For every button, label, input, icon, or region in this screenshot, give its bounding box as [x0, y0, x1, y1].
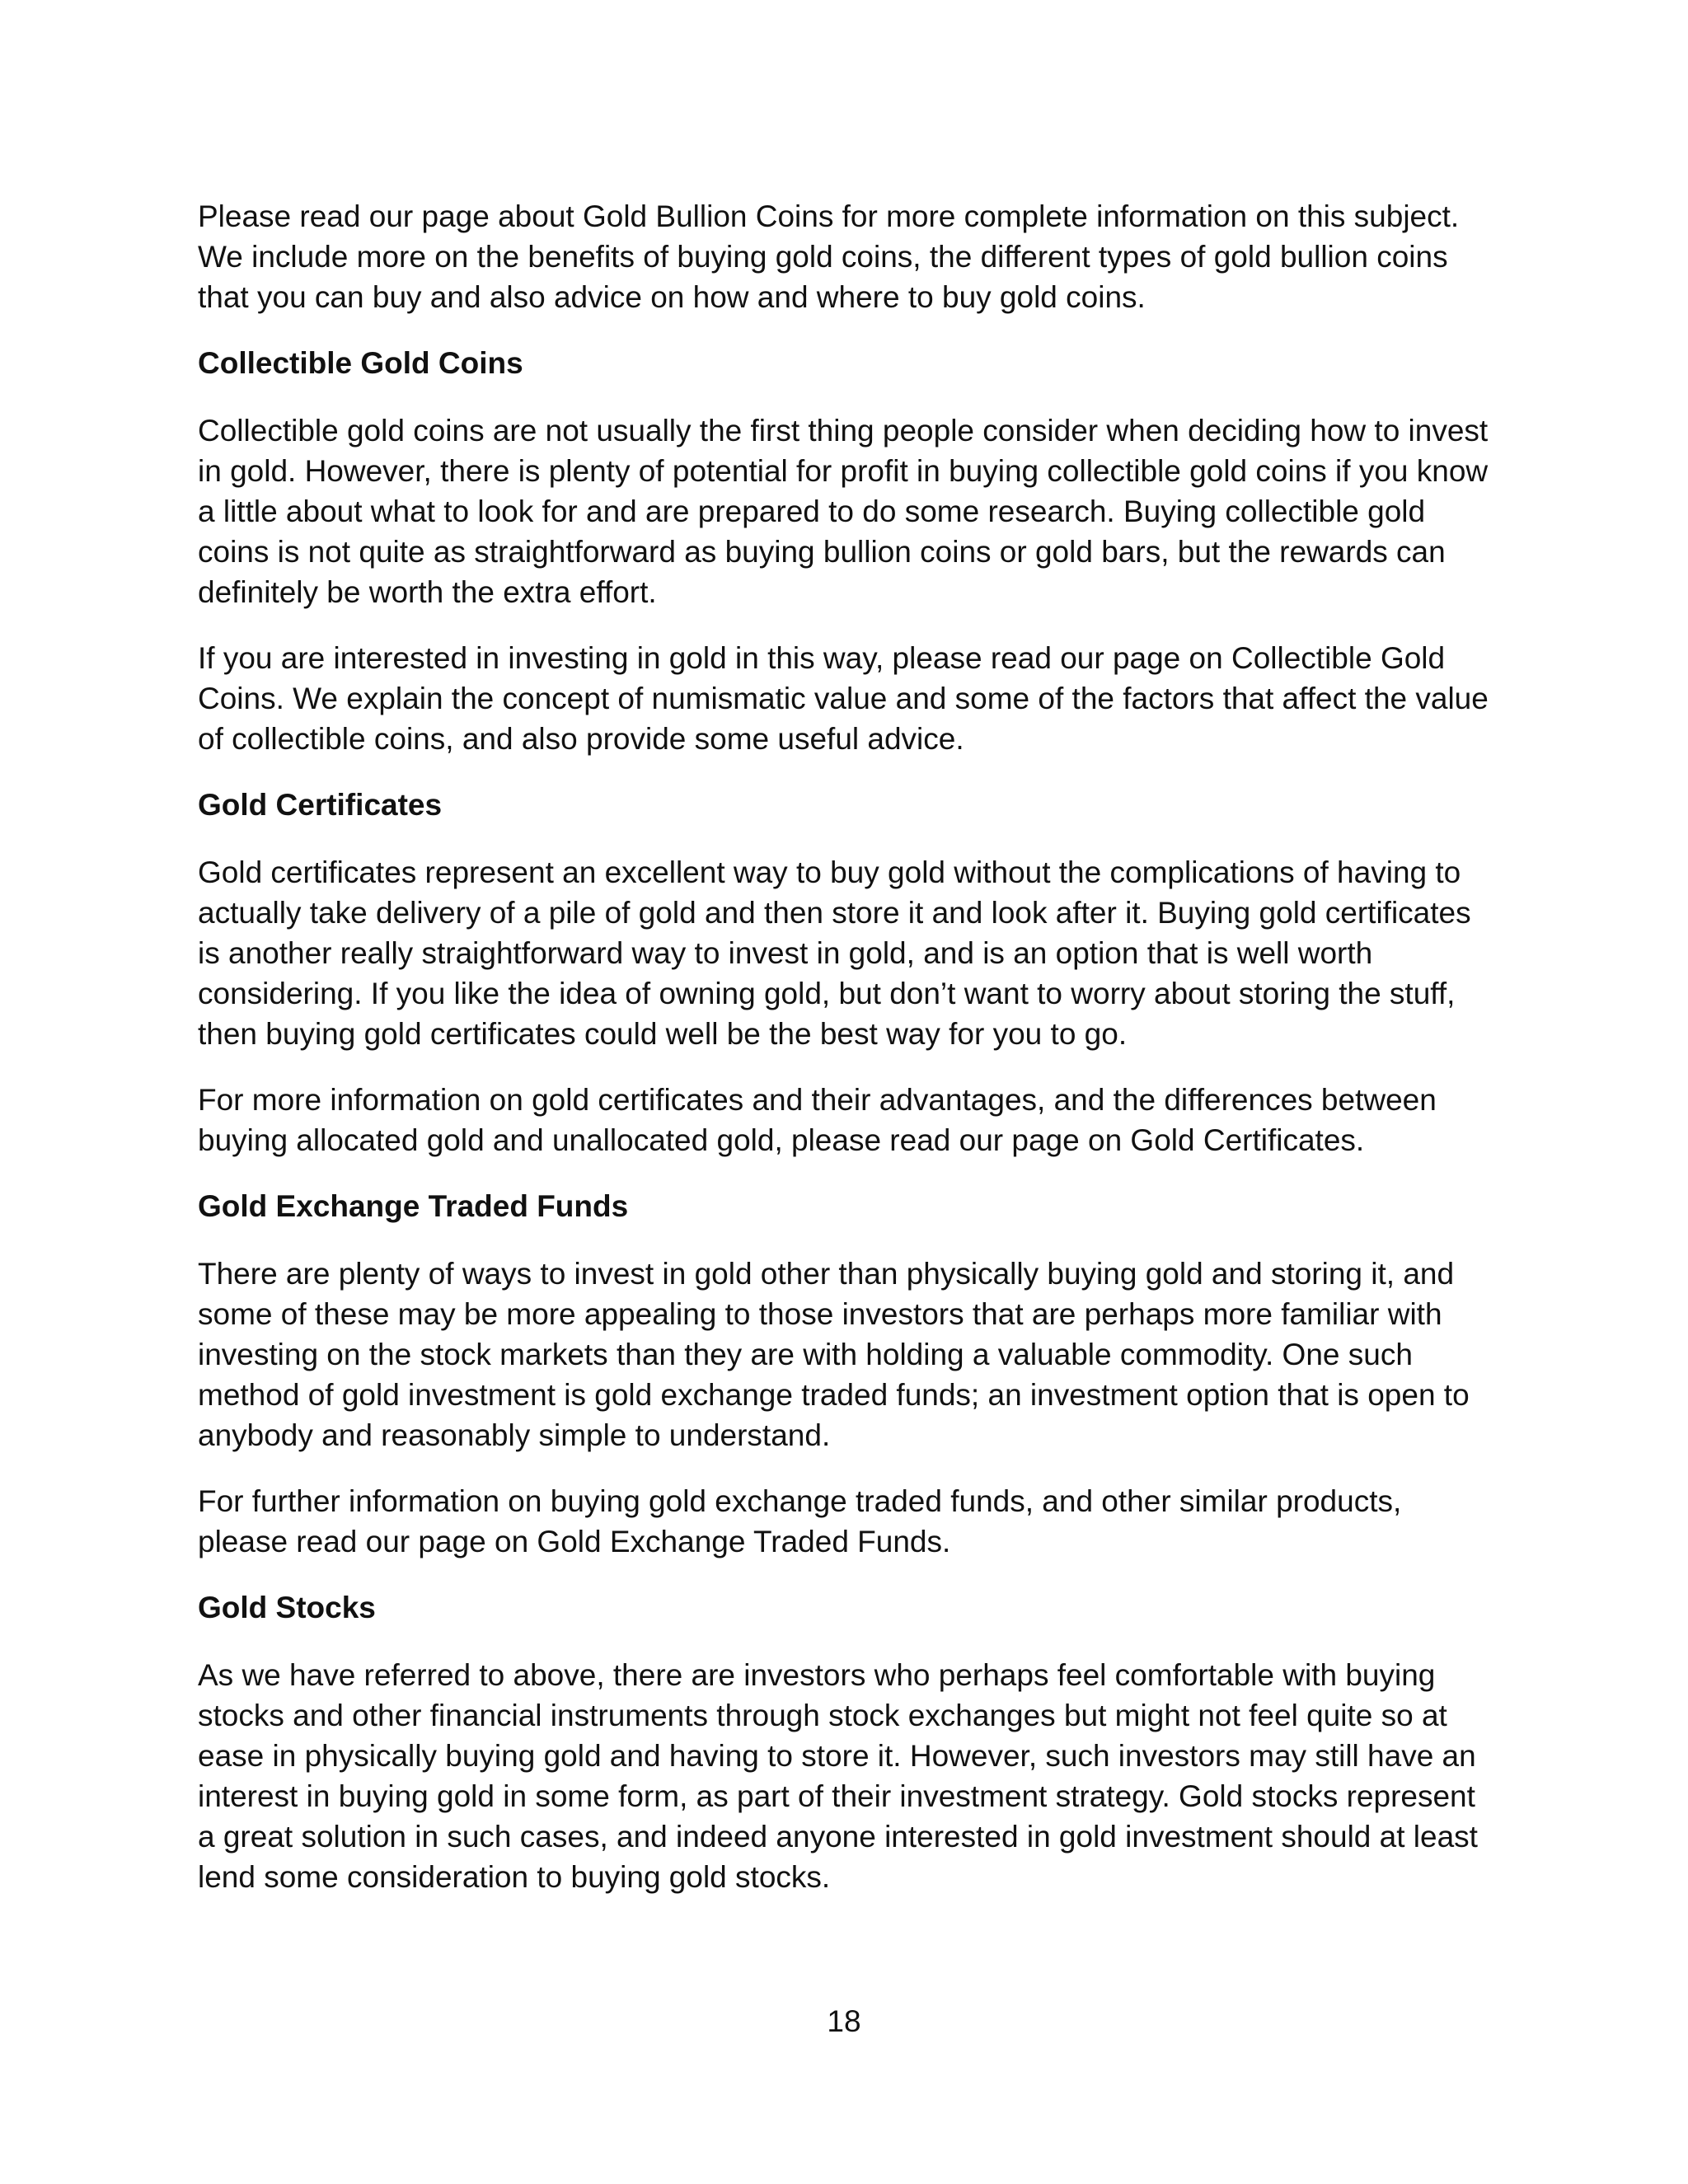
- stocks-paragraph-1: As we have referred to above, there are investors who perhaps feel comfortable with buying stocks and other financial instruments through stock exchanges but might not feel quite so at ease in physically buying gold and having to store it. However, such investors may still have an interest in buying gold in some form, as part of their investment strategy. Gold stocks represent a great solution in such cases, and indeed anyone interested in gold investment should at least lend some consideration to buying gold stocks.: [198, 1658, 1478, 1894]
- section-heading-gold-certificates: Gold Certificates: [198, 788, 443, 822]
- etf-paragraph-1: There are plenty of ways to invest in gold other than physically buying gold and storing it, and some of these may be more appealing to those investors that are perhaps more familiar with investing on the stock markets than they are with holding a valuable commodity. One such method of gold investment is gold exchange traded funds; an investment option that is open to anybody and reasonably simple to understand.: [198, 1257, 1470, 1452]
- certificates-paragraph-1: Gold certificates represent an excellent way to buy gold without the complications of having to actually take delivery of a pile of gold and then store it and look after it. Buying gold certificates is another really straightforward way to invest in gold, and is an option that is well worth considering. If you like the idea of owning gold, but don’t want to worry about storing the stuff, then buying gold certificates could well be the best way for you to go.: [198, 855, 1471, 1051]
- section-heading-collectible-gold-coins: Collectible Gold Coins: [198, 346, 523, 380]
- collectible-paragraph-1: Collectible gold coins are not usually the first thing people consider when deciding how to invest in gold. However, there is plenty of potential for profit in buying collectible gold coins if you know a little about what to look for and are prepared to do some research. Buying collectible gold coins is not quite as straightforward as buying bullion coins or gold bars, but the rewards can definitely be worth the extra effort.: [198, 414, 1489, 609]
- page-number: 18: [827, 2004, 861, 2038]
- section-heading-gold-stocks: Gold Stocks: [198, 1591, 376, 1624]
- collectible-paragraph-2: If you are interested in investing in gold in this way, please read our page on Collectible Gold Coins. We explain the concept of numismatic value and some of the factors that affect the value of collectible coins, and also provide some useful advice.: [198, 641, 1489, 756]
- page-content: [198, 196, 1496, 1897]
- etf-paragraph-2: For further information on buying gold exchange traded funds, and other similar products, please read our page on Gold Exchange Traded Funds.: [198, 1484, 1402, 1558]
- intro-paragraph: Please read our page about Gold Bullion Coins for more complete information on this subject. We include more on the benefits of buying gold coins, the different types of gold bullion coins that you can buy and also advice on how and where to buy gold coins.: [198, 199, 1460, 314]
- certificates-paragraph-2: For more information on gold certificates and their advantages, and the differences between buying allocated gold and unallocated gold, please read our page on Gold Certificates.: [198, 1083, 1437, 1157]
- section-heading-gold-etfs: Gold Exchange Traded Funds: [198, 1189, 629, 1223]
